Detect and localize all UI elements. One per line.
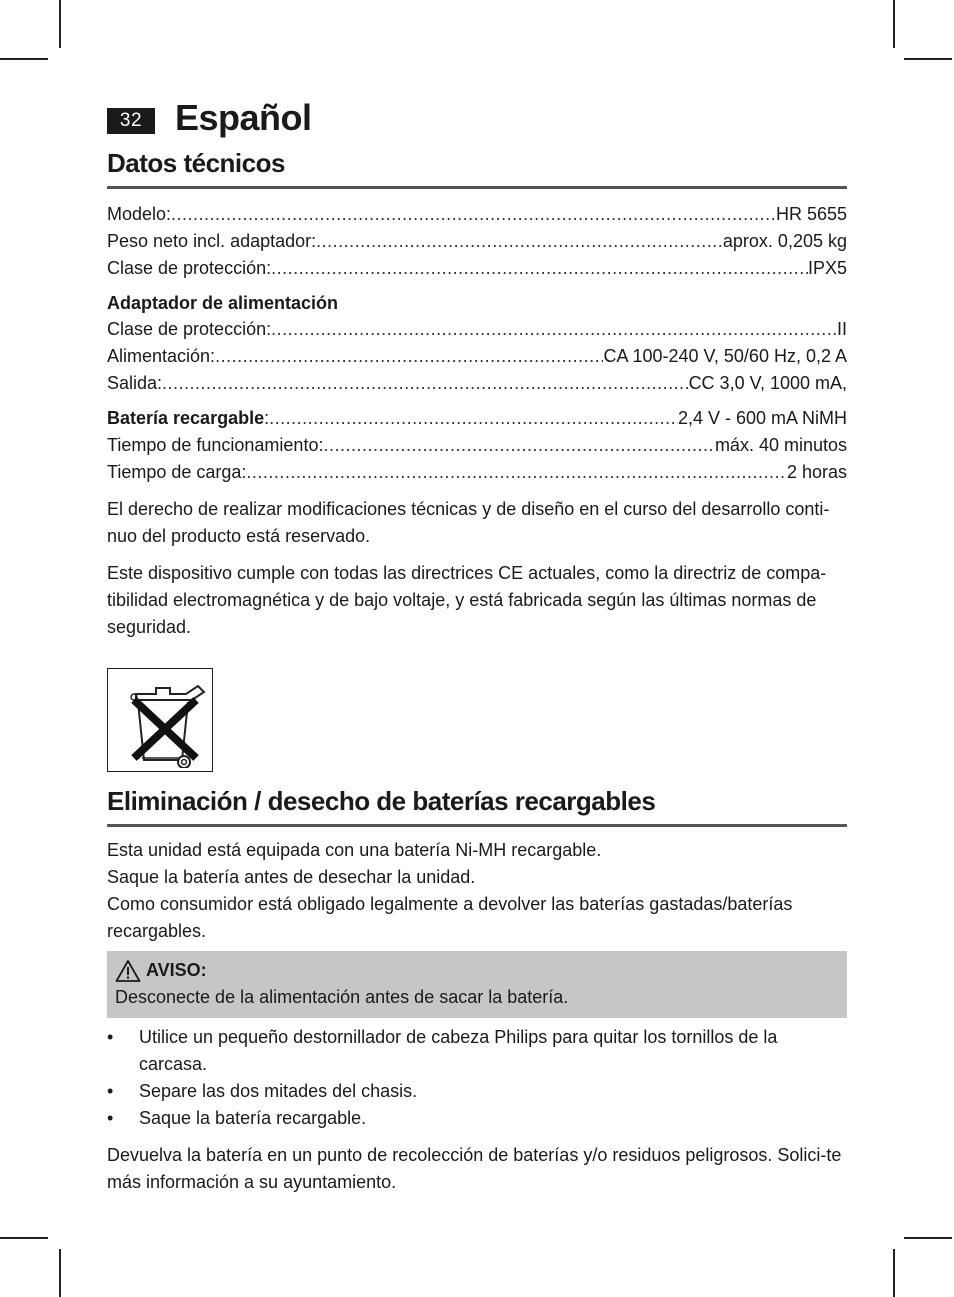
list-item: • Saque la batería recargable. <box>107 1105 847 1132</box>
spec-value: 2 horas <box>786 462 847 482</box>
disposal-line: Saque la batería antes de desechar la unidad. <box>107 867 476 887</box>
battery-specs <box>107 405 847 486</box>
crossed-bin-icon-graphic <box>112 672 208 768</box>
crop-mark <box>0 1237 48 1239</box>
spec-row <box>107 201 847 228</box>
technical-data-title: Datos técnicos <box>107 144 847 189</box>
adapter-specs <box>107 316 847 397</box>
closing-notice: Devuelva la batería en un punto de recolección de baterías y/o residuos peligrosos. Solici-te más información a su ayuntamiento. <box>107 1145 842 1192</box>
disposal-title: Eliminación / desecho de baterías recargables <box>107 782 847 827</box>
spec-value: máx. 40 minutos <box>714 435 847 455</box>
disposal-intro <box>107 837 847 945</box>
spec-row <box>107 343 847 370</box>
compliance-notice: Este dispositivo cumple con todas las directrices CE actuales, como la directriz de compa-tibilidad electromagnética y de bajo voltaje, y está fabricada según las últimas normas de seguridad. <box>107 563 827 637</box>
disposal-line: Esta unidad está equipada con una batería Ni-MH recargable. <box>107 840 602 860</box>
spec-value: HR 5655 <box>775 204 847 224</box>
spec-label: Peso neto incl. adaptador: <box>107 231 317 251</box>
spec-row <box>107 432 847 459</box>
spec-value: II <box>836 319 847 339</box>
spec-row <box>107 459 847 486</box>
crop-mark <box>59 1249 61 1297</box>
spec-label: Tiempo de carga: <box>107 462 247 482</box>
list-item: • Utilice un pequeño destornillador de cabeza Philips para quitar los tornillos de la carcasa. <box>107 1024 847 1078</box>
general-specs <box>107 201 847 282</box>
crop-mark <box>893 0 895 48</box>
warning-title: AVISO: <box>146 960 207 980</box>
warning-triangle-icon <box>115 959 141 983</box>
crossed-bin-icon <box>107 668 213 772</box>
crop-mark <box>59 0 61 48</box>
crop-mark <box>904 58 952 60</box>
page-content <box>107 96 847 1196</box>
spec-row <box>107 316 847 343</box>
spec-label: Alimentación: <box>107 346 216 366</box>
page-header <box>107 96 847 140</box>
spec-value: 2,4 V - 600 mA NiMH <box>677 408 847 428</box>
spec-label: Clase de protección: <box>107 258 272 278</box>
crop-mark <box>0 58 48 60</box>
spec-label: Modelo: <box>107 204 172 224</box>
page-number: 32 <box>107 108 155 134</box>
removal-steps <box>107 1024 847 1132</box>
warning-text: Desconecte de la alimentación antes de sacar la batería. <box>115 987 569 1007</box>
spec-row <box>107 370 847 397</box>
crop-mark <box>904 1237 952 1239</box>
spec-label: Batería recargable: <box>107 408 270 428</box>
adapter-heading: Adaptador de alimentación <box>107 293 339 313</box>
page-language-title: Español <box>175 97 312 138</box>
disposal-line: Como consumidor está obligado legalmente a devolver las baterías gastadas/baterías recargables. <box>107 894 793 941</box>
spec-value: CA 100-240 V, 50/60 Hz, 0,2 A <box>603 346 847 366</box>
spec-value: IPX5 <box>807 258 847 278</box>
spec-row <box>107 228 847 255</box>
modification-notice: El derecho de realizar modificaciones técnicas y de diseño en el curso del desarrollo conti-nuo del producto está reservado. <box>107 499 830 546</box>
spec-value: aprox. 0,205 kg <box>722 231 847 251</box>
warning-box <box>107 951 847 1018</box>
list-item: • Separe las dos mitades del chasis. <box>107 1078 847 1105</box>
spec-row <box>107 255 847 282</box>
spec-value: CC 3,0 V, 1000 mA, <box>688 373 847 393</box>
spec-row <box>107 405 847 432</box>
spec-label: Salida: <box>107 373 163 393</box>
spec-label: Clase de protección: <box>107 319 272 339</box>
crop-mark <box>893 1249 895 1297</box>
spec-label: Tiempo de funcionamiento: <box>107 435 324 455</box>
